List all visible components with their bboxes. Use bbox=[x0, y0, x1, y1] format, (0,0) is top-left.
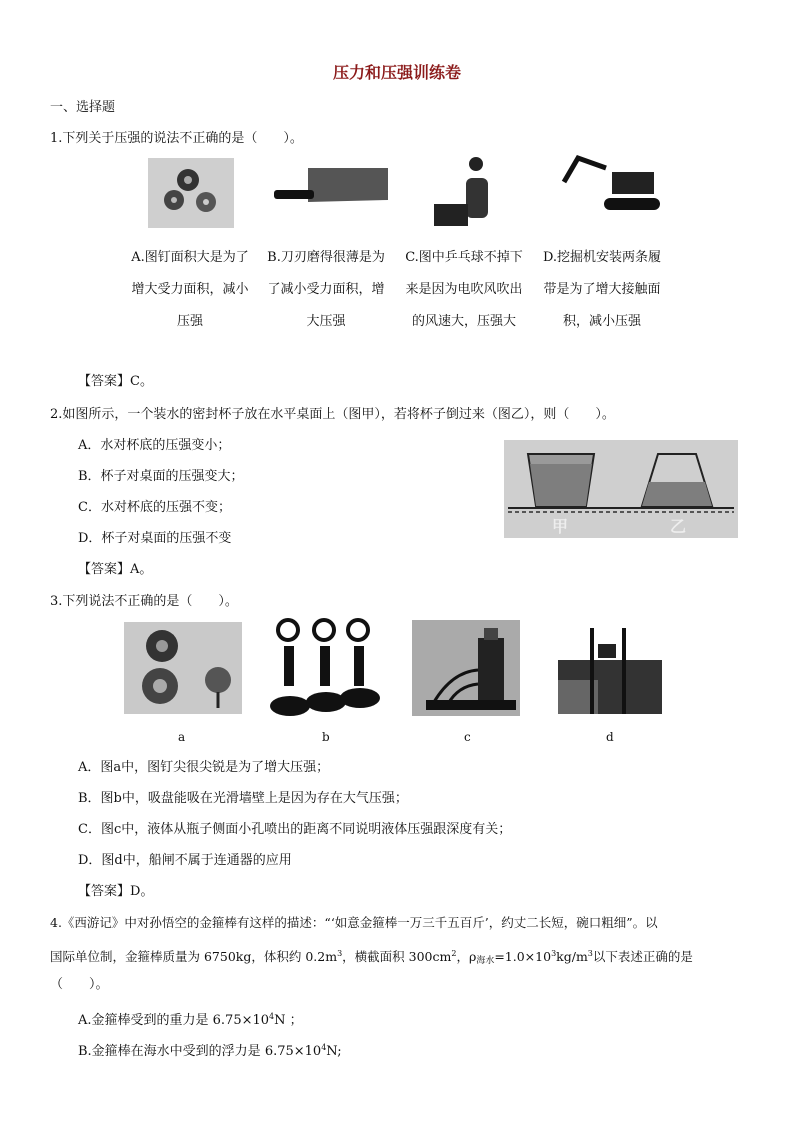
q4-text-density: =1.0×10 bbox=[494, 949, 552, 964]
q1-stem: 1.下列关于压强的说法不正确的是（ ）。 bbox=[50, 131, 303, 146]
q4-sup-volume: 3 bbox=[337, 949, 343, 958]
q4-option-b-text: B.金箍棒在海水中受到的浮力是 6.75×10 bbox=[78, 1044, 322, 1059]
q3-image-a bbox=[124, 622, 242, 714]
q4-option-a bbox=[78, 1007, 303, 1031]
q4-option-b-exp: 4 bbox=[321, 1043, 327, 1052]
suction-cup-icon bbox=[266, 616, 386, 720]
q2-option-a: A．水对杯底的压强变小； bbox=[78, 438, 231, 453]
answer-label: 【答案】 bbox=[78, 562, 131, 577]
q4-sup-area: 2 bbox=[451, 949, 457, 958]
q3-image-d bbox=[554, 620, 666, 718]
q4-option-a-text: A.金箍棒受到的重力是 6.75×10 bbox=[78, 1013, 270, 1028]
q4-line-2 bbox=[50, 944, 693, 971]
q3-answer bbox=[78, 882, 153, 902]
q4-sub-seawater: 海水 bbox=[476, 956, 495, 966]
q3-image-b bbox=[266, 616, 386, 720]
q4-sup-density: 3 bbox=[551, 949, 557, 958]
q3-option-d: D．图d中，船闸不属于连通器的应用 bbox=[78, 853, 292, 868]
q2-option-c: C．水对杯底的压强不变； bbox=[78, 500, 231, 515]
q2-figure-cups bbox=[504, 440, 738, 538]
section-heading: 一、选择题 bbox=[50, 100, 116, 115]
q3-image-c bbox=[412, 620, 520, 716]
q4-sup-density-unit: 3 bbox=[587, 949, 593, 958]
q4-line-1: 4.《西游记》中对孙悟空的金箍棒有这样的描述：“‘如意金箍棒一万三千五百斤’，约丈二长短，碗口粗细”。以 bbox=[50, 915, 658, 930]
q1-image-c-ping-pong bbox=[430, 156, 510, 230]
q4-option-a-unit: N ； bbox=[274, 1013, 303, 1028]
q2-option-b: B．杯子对桌面的压强变大； bbox=[78, 469, 244, 484]
q2-answer-value: A。 bbox=[130, 562, 153, 577]
q1-answer bbox=[78, 372, 153, 392]
page-title: 压力和压强训练卷 bbox=[332, 63, 461, 82]
q4-option-a-exp: 4 bbox=[269, 1012, 275, 1021]
excavator-icon bbox=[556, 152, 666, 216]
q3-figure-label-c: c bbox=[464, 730, 471, 744]
thumbtack-icon bbox=[124, 622, 242, 714]
q4-text-mass-volume: 国际单位制，金箍棒质量为 6750kg，体积约 0.2m bbox=[50, 949, 338, 964]
answer-label: 【答案】 bbox=[78, 374, 131, 389]
q1-image-b-knife bbox=[270, 160, 390, 226]
q3-stem: 3.下列说法不正确的是（ ）。 bbox=[50, 594, 238, 609]
q1-option-a: A.图钉面积大是为了增大受力面积，减小压强 bbox=[131, 250, 249, 329]
cup-label-jia: 甲 bbox=[552, 517, 569, 536]
q4-text-area: ，横截面积 300cm bbox=[342, 949, 452, 964]
q3-option-a: A．图a中，图钉尖很尖锐是为了增大压强； bbox=[78, 760, 330, 775]
q1-image-d-excavator bbox=[556, 152, 666, 216]
q4-text-tail: 以下表述正确的是 bbox=[592, 949, 693, 964]
q2-option-d: D．杯子对桌面的压强不变 bbox=[78, 531, 232, 546]
hairdryer-ball-icon bbox=[430, 156, 510, 230]
answer-label: 【答案】 bbox=[78, 884, 131, 899]
ship-lock-icon bbox=[554, 620, 666, 718]
q4-text-rho: ，ρ bbox=[456, 949, 477, 964]
q4-option-b bbox=[78, 1038, 342, 1062]
q3-answer-value: D。 bbox=[130, 884, 154, 899]
q3-option-c: C．图c中，液体从瓶子侧面小孔喷出的距离不同说明液体压强跟深度有关； bbox=[78, 822, 512, 837]
q4-text-density-unit: kg/m bbox=[556, 949, 588, 964]
q4-line-3: （ ）。 bbox=[50, 977, 109, 992]
q1-image-a-thumbtacks bbox=[148, 158, 234, 228]
q1-option-b: B.刀刃磨得很薄是为了减小受力面积，增大压强 bbox=[267, 250, 385, 329]
cup-label-yi: 乙 bbox=[670, 517, 687, 536]
q2-stem: 2.如图所示，一个装水的密封杯子放在水平桌面上（图甲），若将杯子倒过来（图乙），则（ ）。 bbox=[50, 407, 615, 422]
q3-option-b: B．图b中，吸盘能吸在光滑墙壁上是因为存在大气压强； bbox=[78, 791, 408, 806]
thumbtack-icon bbox=[148, 158, 234, 228]
q3-figure-label-a: a bbox=[178, 730, 186, 744]
bottle-icon bbox=[412, 620, 520, 716]
q3-figure-label-d: d bbox=[606, 730, 614, 744]
q2-answer bbox=[78, 560, 152, 580]
q4-option-b-unit: N; bbox=[326, 1044, 342, 1059]
q1-option-c: C.图中乒乓球不掉下来是因为电吹风吹出的风速大，压强大 bbox=[405, 250, 523, 329]
q1-answer-value: C。 bbox=[130, 374, 153, 389]
q3-figure-label-b: b bbox=[322, 730, 330, 744]
q1-option-d: D.挖掘机安装两条履带是为了增大接触面积，减小压强 bbox=[542, 250, 662, 329]
knife-icon bbox=[270, 160, 390, 226]
